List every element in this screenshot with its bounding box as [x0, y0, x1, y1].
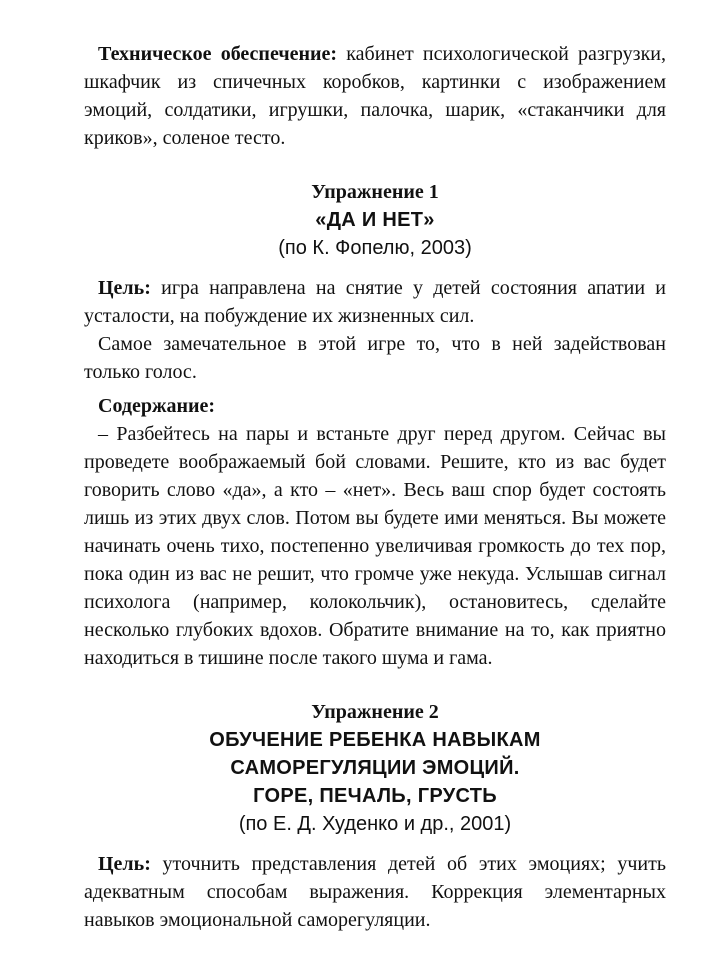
exercise-1-note: Самое замечательное в этой игре то, что в ней задействован только голос. [84, 333, 666, 383]
exercise-1-title: «ДА И НЕТ» [315, 209, 435, 231]
exercise-1-goal-text: игра направлена на снятие у детей состояния апатии и усталости, на побуждение их жизненных сил. [84, 277, 666, 327]
exercise-2-title-line-3: ГОРЕ, ПЕЧАЛЬ, ГРУСТЬ [253, 785, 497, 807]
tech-paragraph [84, 40, 666, 152]
exercise-2-number: Упражнение 2 [311, 701, 439, 723]
exercise-1-content-label: Содержание: [98, 395, 216, 417]
exercise-1-goal-label: Цель: [98, 277, 151, 299]
document-page [84, 40, 666, 934]
exercise-1-number: Упражнение 1 [311, 181, 439, 203]
exercise-1-goal [84, 274, 666, 330]
exercise-1-heading [84, 178, 666, 262]
exercise-2-source: (по Е. Д. Худенко и др., 2001) [238, 813, 512, 835]
exercise-1-source: (по К. Фопелю, 2003) [278, 237, 472, 259]
exercise-2-heading [84, 698, 666, 838]
tech-label: Техническое обеспечение: [98, 43, 338, 65]
exercise-2-goal-text: уточнить представления детей об этих эмоциях; учить адекватным способам выражения. Коррекция элементарных навыков эмоциональной саморегуляции. [84, 853, 666, 931]
tech-text: кабинет психологической разгрузки, шкафчик из спичечных коробков, картинки с изображением эмоций, солдатики, игрушки, палочка, шарик, «стаканчики для криков», соленое тесто. [84, 43, 666, 149]
exercise-2-title-line-2: САМОРЕГУЛЯЦИИ ЭМОЦИЙ. [230, 757, 520, 779]
exercise-2-goal [84, 850, 666, 934]
exercise-2-goal-label: Цель: [98, 853, 151, 875]
exercise-1-content-text: – Разбейтесь на пары и встаньте друг перед другом. Сейчас вы проведете воображаемый бой словами. Решите, кто из вас будет говорить слово «да», а кто – «нет». Весь ваш спор будет состоять лишь из этих двух слов. Потом вы будете ими меняться. Вы можете начинать очень тихо, постепенно увеличивая громкость до тех пор, пока один из вас не решит, что громче уже некуда. Услышав сигнал психолога (например, колокольчик), остановитесь, сделайте несколько глубоких вдохов. Обратите внимание на то, как приятно находиться в тишине после такого шума и гама. [84, 423, 666, 669]
exercise-2-title-line-1: ОБУЧЕНИЕ РЕБЕНКА НАВЫКАМ [209, 729, 541, 751]
